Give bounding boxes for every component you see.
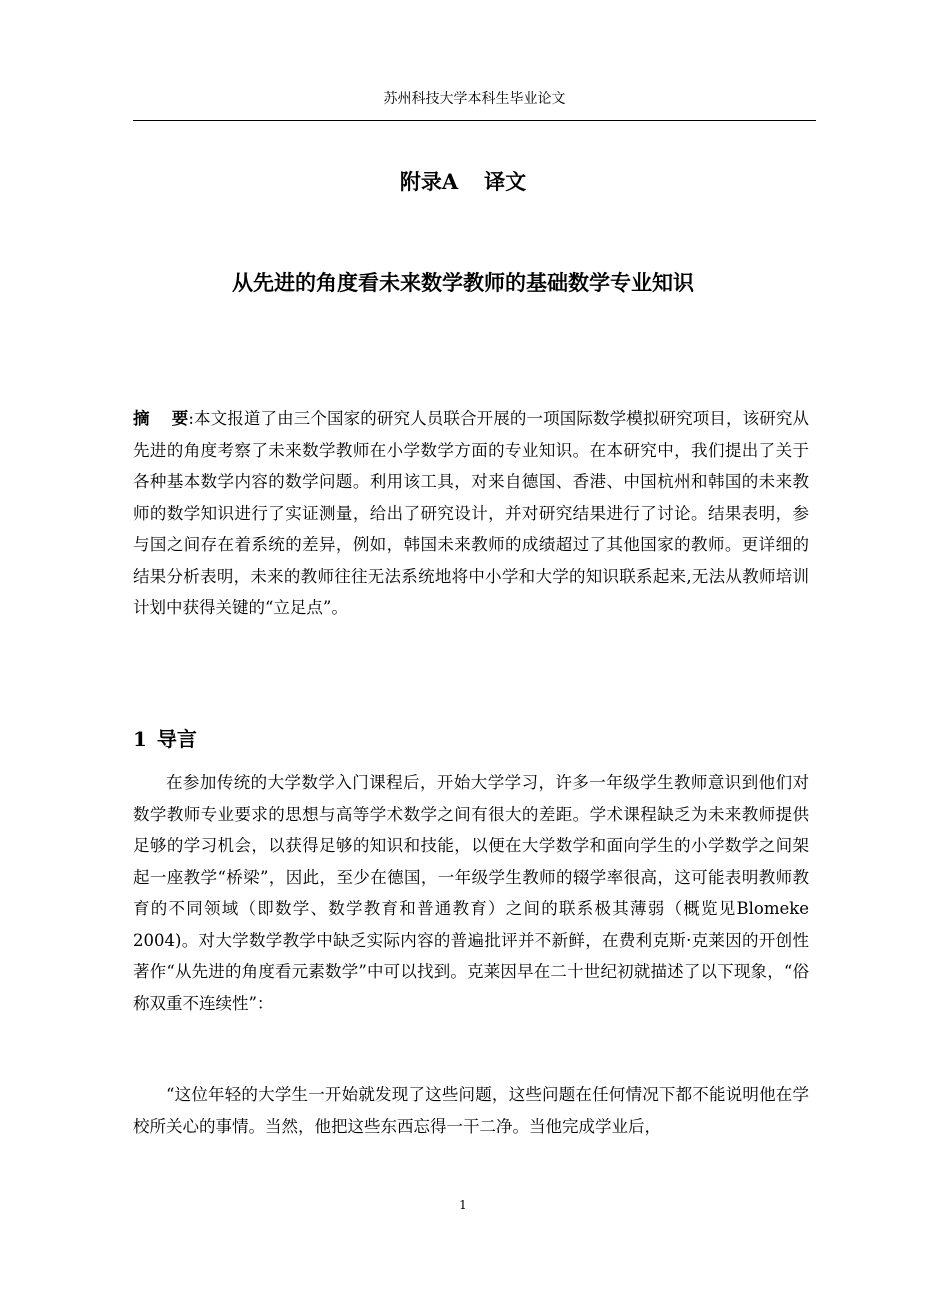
section-title: 导言 [156, 727, 197, 751]
paragraph: 在参加传统的大学数学入门课程后，开始大学学习，许多一年级学生教师意识到他们对数学教师专业要求的思想与高等学术数学之间有很大的差距。学术课程缺乏为未来教师提供足够的学习机会，以获得足够的知识和技能，以便在大学数学和面向学生的小学数学之间架起一座教学“桥梁”，因此，至少在德国，一年级学生教师的辍学率很高，这可能表明教师教育的不同领域（即数学、数学教育和普通教育）之间的联系极其薄弱（概览见Blomeke 2004)。对大学数学教学中缺乏实际内容的普遍批评并不新鲜，在费利克斯·克莱因的开创性著作“从先进的角度看元素数学”中可以找到。克莱因早在二十世纪初就描述了以下现象，“俗称双重不连续性”： [133, 773, 809, 1013]
appendix-heading: 译文 [484, 169, 527, 194]
section-heading [133, 723, 197, 752]
paragraph: “这位年轻的大学生一开始就发现了这些问题，这些问题在任何情况下都不能说明他在学校所关心的事情。当然，他把这些东西忘得一干二净。当他完成学业后， [133, 1085, 809, 1136]
page-number: 1 [459, 1198, 467, 1212]
abstract-label: 摘 要 [133, 409, 189, 428]
header-rule [133, 120, 816, 121]
appendix-title [0, 166, 926, 196]
abstract [133, 403, 809, 624]
running-header: 苏州科技大学本科生毕业论文 [383, 91, 566, 107]
abstract-text: :本文报道了由三个国家的研究人员联合开展的一项国际数学模拟研究项目，该研究从先进的角度考察了未来数学教师在小学数学方面的专业知识。在本研究中，我们提出了关于各种基本数学内容的数学问题。利用该工具，对来自德国、香港、中国杭州和韩国的未来教师的数学知识进行了实证测量，给出了研究设计，并对研究结果进行了讨论。结果表明，参与国之间存在着系统的差异，例如，韩国未来教师的成绩超过了其他国家的教师。更详细的结果分析表明，未来的教师往往无法系统地将中小学和大学的知识联系起来,无法从教师培训计划中获得关键的“立足点”。 [133, 409, 810, 617]
section-number: 1 [133, 727, 147, 751]
paper-title: 从先进的角度看未来数学教师的基础数学专业知识 [232, 270, 694, 295]
appendix-label: 附录A [399, 169, 459, 194]
